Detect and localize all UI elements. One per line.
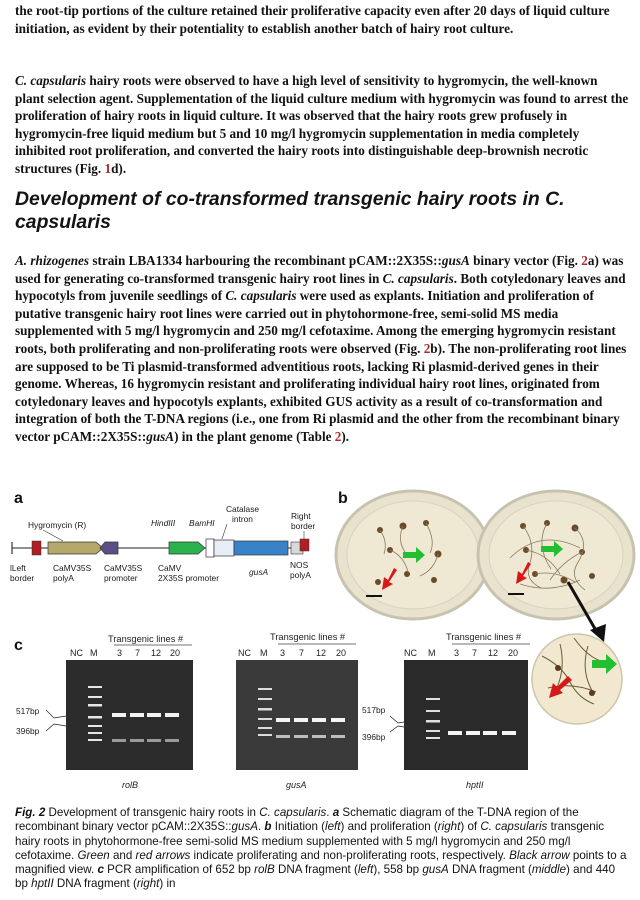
svg-text:12: 12: [151, 648, 162, 658]
svg-text:7: 7: [472, 648, 478, 658]
svg-text:gusA: gusA: [249, 567, 269, 577]
svg-text:intron: intron: [232, 514, 253, 524]
svg-text:border: border: [10, 573, 35, 583]
svg-text:NOS: NOS: [290, 560, 309, 570]
svg-text:M: M: [428, 648, 436, 658]
section-heading: Development of co-transformed transgenic hairy roots in C. capsularis: [15, 188, 565, 233]
svg-text:3: 3: [280, 648, 286, 658]
camv-2x35s-promoter-arrow: [169, 542, 205, 554]
panel-a-letter: a: [14, 490, 23, 507]
svg-text:BamHI: BamHI: [189, 518, 215, 528]
figure-ref-link[interactable]: 2: [423, 340, 431, 356]
svg-text:M: M: [90, 648, 98, 658]
svg-text:gusA: gusA: [286, 780, 307, 790]
gel-image: [236, 660, 358, 770]
svg-text:12: 12: [488, 648, 499, 658]
svg-text:NC: NC: [238, 648, 251, 658]
svg-text:3: 3: [117, 648, 123, 658]
svg-text:polyA: polyA: [290, 570, 311, 580]
svg-text:Right: Right: [291, 511, 311, 521]
svg-text:M: M: [260, 648, 268, 658]
svg-text:rolB: rolB: [122, 780, 139, 790]
svg-text:polyA: polyA: [53, 573, 74, 583]
svg-text:HindIII: HindIII: [151, 518, 176, 528]
hygromycin-gene-arrow: [48, 542, 103, 554]
svg-text:7: 7: [299, 648, 305, 658]
species-name: C. capsularis: [15, 73, 87, 88]
svg-text:NC: NC: [70, 648, 83, 658]
svg-text:CaMV35S: CaMV35S: [104, 563, 143, 573]
svg-text:NC: NC: [404, 648, 417, 658]
svg-text:Catalase: Catalase: [226, 505, 260, 514]
panel-c-letter: c: [14, 637, 23, 654]
svg-text:Transgenic lines #: Transgenic lines #: [270, 632, 346, 642]
svg-text:2X35S promoter: 2X35S promoter: [158, 573, 219, 583]
right-border-box: [300, 539, 309, 551]
svg-text:hptII: hptII: [466, 780, 484, 790]
body-paragraph-1: the root-tip portions of the culture retained their proliferative capacity even after 20 days of liquid culture initiation, as evident by their potentiality to establish another batch of hairy root culture.: [15, 3, 610, 36]
panel-b-letter: b: [338, 490, 348, 507]
gel-image: [404, 660, 528, 770]
svg-text:lLeft: lLeft: [10, 563, 26, 573]
figure-ref-link[interactable]: 2: [581, 253, 588, 268]
svg-text:7: 7: [135, 648, 141, 658]
magnified-view: [532, 634, 622, 724]
svg-text:Transgenic lines #: Transgenic lines #: [446, 632, 522, 642]
catalase-intron-box: [214, 540, 234, 556]
gel-gusA: [228, 628, 364, 792]
svg-text:3: 3: [454, 648, 460, 658]
figure-caption: Fig. 2 Development of transgenic hairy roots in C. capsularis. a Schematic diagram of the T-DNA region of the recombinant binary vector pCAM::2X35S::gusA. b Initiation (left) and proliferation (right) of C. capsularis transgenic hairy roots in phytohormone-free semi-solid MS medium supplemented with 5 mg/l hygromycin and 250 mg/l cefotaxime. Green and red arrows indicate proliferating and non-proliferating roots, respectively. Black arrow points to a magnified view. c PCR amplification of 652 bp rolB DNA fragment (left), 558 bp gusA DNA fragment (middle) and 440 bp hptII DNA fragment (right) in: [15, 806, 627, 891]
gusa-gene-box: [234, 541, 288, 555]
svg-text:396bp: 396bp: [362, 732, 386, 742]
camv35s-promoter-arrow: [100, 542, 118, 554]
svg-text:CaMV: CaMV: [158, 563, 182, 573]
svg-text:20: 20: [508, 648, 519, 658]
svg-text:12: 12: [316, 648, 327, 658]
svg-text:20: 20: [170, 648, 181, 658]
svg-text:517bp: 517bp: [362, 705, 386, 715]
gel-hptII: [362, 628, 532, 792]
body-paragraph-3: A. rhizogenes strain LBA1334 harbouring the recombinant pCAM::2X35S::gusA binary vector (Fig. 2a) was used for generating co-transformed transgenic hairy root lines in C. capsularis. Both cotyledonary leaves and hypocotyls from juvenile seedlings of C. capsularis were used as explants. Initiation and proliferation of putative transgenic hairy root lines were carried out in phytohormone-free, semi-solid MS media supplemented with 5 mg/l hygromycin and 250 mg/l cefotaxime. Among the emerging hygromycin resistant roots, both proliferating and non-proliferating roots were observed (Fig. 2b). The non-proliferating root lines are supposed to be Ti plasmid-transformed adventitious roots, lacking Ri plasmid-derived genes in their genome. Whereas, 16 hygromycin resistant and proliferating individual hairy root lines, originated from cotyledonary leaves and hypocotyls explants, exhibited GUS activity as a result of co-transformation and integration of both the T-DNA regions (i.e., one from Ri plasmid and the other from the recombinant binary vector pCAM::2X35S::gusA) in the plant genome (Table 2).: [15, 253, 627, 444]
left-border-box: [32, 541, 41, 555]
svg-text:Hygromycin (R): Hygromycin (R): [28, 520, 87, 530]
svg-text:20: 20: [336, 648, 347, 658]
gel-rolB: [14, 628, 196, 792]
svg-text:promoter: promoter: [104, 573, 138, 583]
svg-text:396bp: 396bp: [16, 726, 40, 736]
table-ref-link[interactable]: 2: [334, 428, 342, 444]
svg-text:border: border: [291, 521, 316, 531]
svg-text:CaMV35S: CaMV35S: [53, 563, 92, 573]
figure-ref-link[interactable]: 1: [104, 160, 112, 176]
tdna-schematic: [8, 505, 333, 600]
svg-text:Transgenic lines #: Transgenic lines #: [108, 634, 184, 644]
svg-text:517bp: 517bp: [16, 706, 40, 716]
body-paragraph-2: C. capsularis hairy roots were observed to have a high level of sensitivity to hygromycin, the well-known plant selection agent. Supplementation of the liquid culture medium with hygromycin was found to arrest the proliferation of hairy roots in liquid culture. It was observed that the hairy roots grew profusely in hygromycin-free liquid medium but 5 and 10 mg/l hygromycin supplementation in media completely inhibited root proliferation, and converted the hairy roots into distinguishable deep-brownish necrotic structures (Fig. 1d).: [15, 73, 629, 176]
